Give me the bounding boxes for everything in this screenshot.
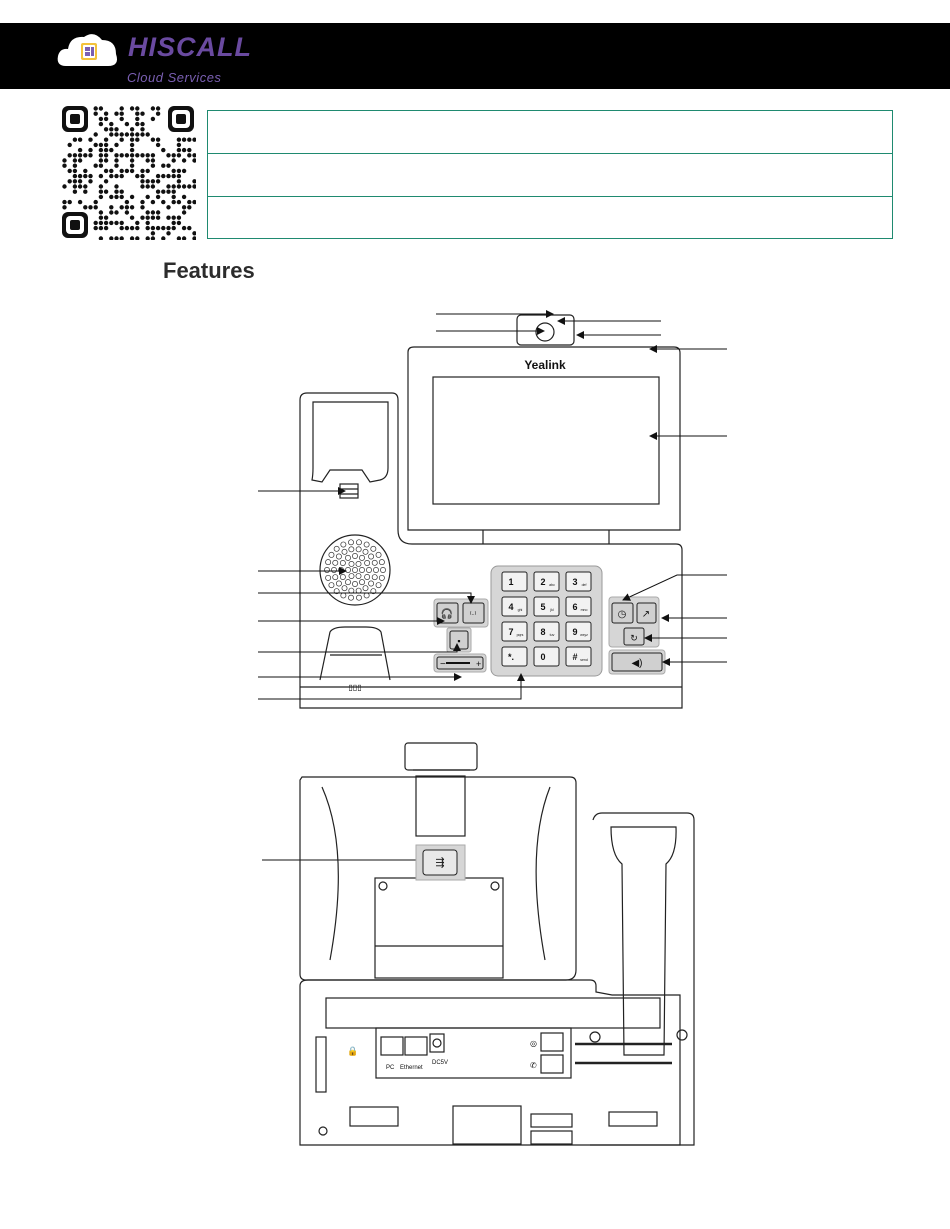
transfer-icon: ↗ — [641, 609, 651, 620]
keypad-key-letters: send — [580, 658, 588, 662]
keypad-key-label: 8 — [540, 627, 546, 637]
brand-subtitle: Cloud Services — [127, 70, 222, 85]
keypad-key-letters: def — [581, 583, 587, 587]
ethernet-port — [405, 1037, 427, 1055]
keypad-key-letters: wxyz — [580, 633, 588, 637]
keypad-key-label: *. — [507, 652, 515, 662]
keypad-key-label: 5 — [540, 602, 546, 612]
keypad-key-label: 7 — [508, 627, 514, 637]
usb-icon: ⇶ — [435, 857, 445, 869]
headset-port-icon: ◎ — [530, 1039, 537, 1048]
message-icon: ▪ — [457, 636, 461, 646]
yealink-brand: Yealink — [524, 358, 566, 372]
hold-icon: ◷ — [617, 609, 627, 620]
pc-port — [381, 1037, 403, 1055]
camera-top — [405, 743, 477, 770]
pc-port-label: PC — [386, 1065, 395, 1071]
keypad-key-letters: ghi — [517, 608, 523, 612]
features-heading: Features — [163, 258, 255, 283]
handset-port — [541, 1033, 563, 1051]
lock-icon: 🔒 — [347, 1046, 359, 1056]
cable-channel — [326, 998, 660, 1028]
redial-icon: ↻ — [630, 633, 638, 643]
keypad-key-letters: jkl — [550, 608, 554, 612]
mute-icon: ⁽·⁾ — [469, 610, 477, 619]
keypad-key-letters: tuv — [549, 633, 555, 637]
headset-port — [541, 1055, 563, 1073]
keypad-key-label: 0 — [540, 652, 546, 662]
handset-back — [590, 813, 694, 1145]
speaker-icon: ◀) — [631, 658, 643, 669]
keypad-key-letters: pqrs — [516, 633, 524, 637]
keypad-key-letters: abc — [549, 583, 555, 587]
brand-name: HISCALL — [128, 32, 252, 62]
usb-slot-indicator: ▯▯▯ — [348, 683, 362, 692]
keypad-key-letters: mno — [580, 608, 588, 612]
volume-minus-label: − — [440, 659, 446, 670]
ethernet-port-label: Ethernet — [400, 1065, 423, 1071]
stand — [375, 878, 503, 978]
keypad-key-label: 3 — [572, 577, 578, 587]
volume-plus-label: + — [476, 659, 482, 669]
keypad-key-label: 9 — [572, 627, 578, 637]
keypad-key-label: # — [572, 652, 578, 662]
power-port — [430, 1034, 444, 1052]
keypad-key-label: 1 — [508, 577, 514, 587]
keypad-key-label: 2 — [540, 577, 546, 587]
headset-icon: 🎧 — [440, 609, 454, 620]
handset-port-icon: ✆ — [530, 1061, 537, 1070]
keypad-key-label: 4 — [508, 602, 514, 612]
keypad-key-label: 6 — [572, 602, 578, 612]
power-port-label: DC5V — [432, 1060, 449, 1066]
camera-stem — [416, 776, 465, 836]
